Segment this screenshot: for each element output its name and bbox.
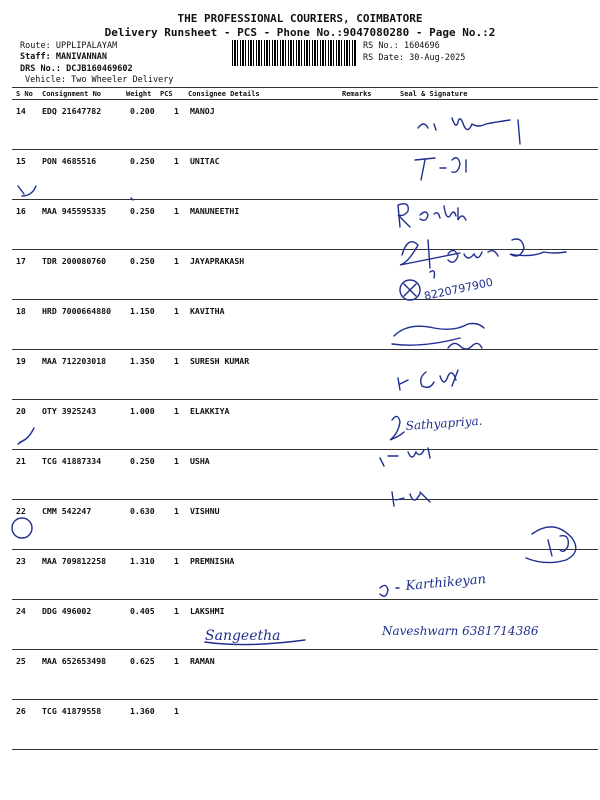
signature-row-15: [415, 158, 466, 180]
runsheet-subtitle: Delivery Runsheet - PCS - Phone No.:9047080280 - Page No.:2: [104, 26, 496, 39]
cell-sno: 16: [16, 206, 26, 216]
cell-weight: 0.625: [130, 656, 155, 666]
signature-row-26-left: Sangeetha: [205, 628, 281, 644]
cell-weight: 0.250: [130, 256, 155, 266]
cell-sno: 17: [16, 256, 26, 266]
signature-row-19: [392, 324, 484, 350]
rs-date-label: RS Date:: [363, 53, 404, 63]
cell-pcs: 1: [174, 506, 179, 516]
cell-consignment: TDR 200080760: [42, 256, 107, 266]
cell-pcs: 1: [174, 256, 179, 266]
cell-consignee: LAKSHMI: [190, 606, 225, 616]
cell-consignee: RAMAN: [190, 656, 215, 666]
signature-row-20: [398, 370, 458, 390]
cell-sno: 22: [16, 506, 26, 516]
circle-mark-row-24: [12, 518, 32, 538]
cell-weight: 0.250: [130, 206, 155, 216]
cell-pcs: 1: [174, 406, 179, 416]
signature-row-25-name: Karthikeyan: [405, 572, 487, 594]
cell-sno: 14: [16, 106, 26, 116]
signature-row-24: [526, 527, 576, 563]
cell-pcs: 1: [174, 356, 179, 366]
cell-sno: 25: [16, 656, 26, 666]
cell-consignment: CMM 542247: [42, 506, 92, 516]
cell-weight: 1.360: [130, 706, 155, 716]
cell-sno: 23: [16, 556, 26, 566]
cell-consignment: MAA 709812258: [42, 556, 107, 566]
cell-consignment: TCG 41887334: [42, 456, 102, 466]
cell-consignee: MANOJ: [190, 106, 215, 116]
cell-consignment: PON 4685516: [42, 156, 97, 166]
cell-consignee: PREMNISHA: [190, 556, 235, 566]
cell-pcs: 1: [174, 656, 179, 666]
cell-consignee: VISHNU: [190, 506, 220, 516]
col-seal: Seal & Signature: [400, 90, 468, 98]
col-sno: S No: [16, 90, 33, 98]
drs-label: DRS No.:: [20, 64, 61, 74]
cell-weight: 1.000: [130, 406, 155, 416]
staff-value: MANIVANNAN: [55, 52, 108, 62]
signature-row-23: [392, 492, 430, 506]
drs-value: DCJB160469602: [66, 64, 133, 74]
cell-consignment: MAA 945595335: [42, 206, 107, 216]
cell-consignment: TCG 41879558: [42, 706, 102, 716]
vehicle-label: Vehicle:: [25, 75, 66, 85]
signature-row-21: [390, 416, 404, 440]
cell-consignment: EDQ 21647782: [42, 106, 102, 116]
cell-weight: 0.200: [130, 106, 155, 116]
signature-row-25: [380, 585, 399, 596]
cell-sno: 21: [16, 456, 26, 466]
cell-pcs: 1: [174, 156, 179, 166]
col-weight: Weight: [126, 90, 152, 98]
cell-consignment: DDG 496002: [42, 606, 92, 616]
cell-pcs: 1: [174, 606, 179, 616]
cell-sno: 15: [16, 156, 26, 166]
col-remarks: Remarks: [342, 90, 372, 98]
col-consignment: Consignment No: [42, 90, 102, 98]
col-consignee: Consignee Details: [188, 90, 260, 98]
signature-row-16: [398, 204, 466, 227]
cell-consignee: SURESH KUMAR: [190, 356, 250, 366]
tick-mark-row-22: [18, 428, 34, 444]
cell-consignee: MANUNEETHI: [190, 206, 240, 216]
cell-sno: 19: [16, 356, 26, 366]
cell-consignee: ELAKKIYA: [190, 406, 230, 416]
cell-pcs: 1: [174, 206, 179, 216]
signature-row-17: [400, 239, 566, 268]
col-pcs: PCS: [160, 90, 173, 98]
cell-consignment: MAA 652653498: [42, 656, 107, 666]
cell-consignment: OTY 3925243: [42, 406, 97, 416]
signature-row-22: [380, 448, 430, 466]
cell-weight: 1.350: [130, 356, 155, 366]
signature-row-26-right: Naveshwarn 6381714386: [382, 624, 539, 638]
cell-consignee: UNITAC: [190, 156, 220, 166]
route-value: UPPLIPALAYAM: [55, 41, 118, 51]
company-name: THE PROFESSIONAL COURIERS, COIMBATORE: [177, 12, 423, 25]
cell-pcs: 1: [174, 456, 179, 466]
pen-dot: [131, 198, 133, 200]
cell-consignment: HRD 7000664880: [42, 306, 112, 316]
signature-row-21-name: Sathyapriya.: [405, 413, 483, 433]
rs-no-value: 1604696: [403, 41, 440, 51]
staff-label: Staff:: [20, 52, 51, 62]
rs-no-label: RS No.:: [363, 41, 399, 51]
cell-sno: 24: [16, 606, 26, 616]
tick-mark-row-16: [18, 186, 36, 196]
cell-pcs: 1: [174, 106, 179, 116]
cell-weight: 1.310: [130, 556, 155, 566]
route-label: Route:: [20, 41, 51, 51]
rs-date-value: 30-Aug-2025: [409, 53, 466, 63]
phone-number-row-18: 8220797900: [422, 275, 495, 303]
signature-row-14: [418, 118, 520, 144]
cell-pcs: 1: [174, 556, 179, 566]
cell-pcs: 1: [174, 706, 179, 716]
cell-weight: 0.250: [130, 456, 155, 466]
cell-sno: 20: [16, 406, 26, 416]
cell-consignee: KAVITHA: [190, 306, 225, 316]
cell-pcs: 1: [174, 306, 179, 316]
cell-consignment: MAA 712203018: [42, 356, 107, 366]
cell-sno: 26: [16, 706, 26, 716]
cell-weight: 0.250: [130, 156, 155, 166]
cell-sno: 18: [16, 306, 26, 316]
cell-consignee: JAYAPRAKASH: [190, 256, 245, 266]
cell-weight: 0.630: [130, 506, 155, 516]
cell-weight: 0.405: [130, 606, 155, 616]
cell-weight: 1.150: [130, 306, 155, 316]
cell-consignee: USHA: [190, 456, 210, 466]
vehicle-value: Two Wheeler Delivery: [71, 75, 174, 85]
